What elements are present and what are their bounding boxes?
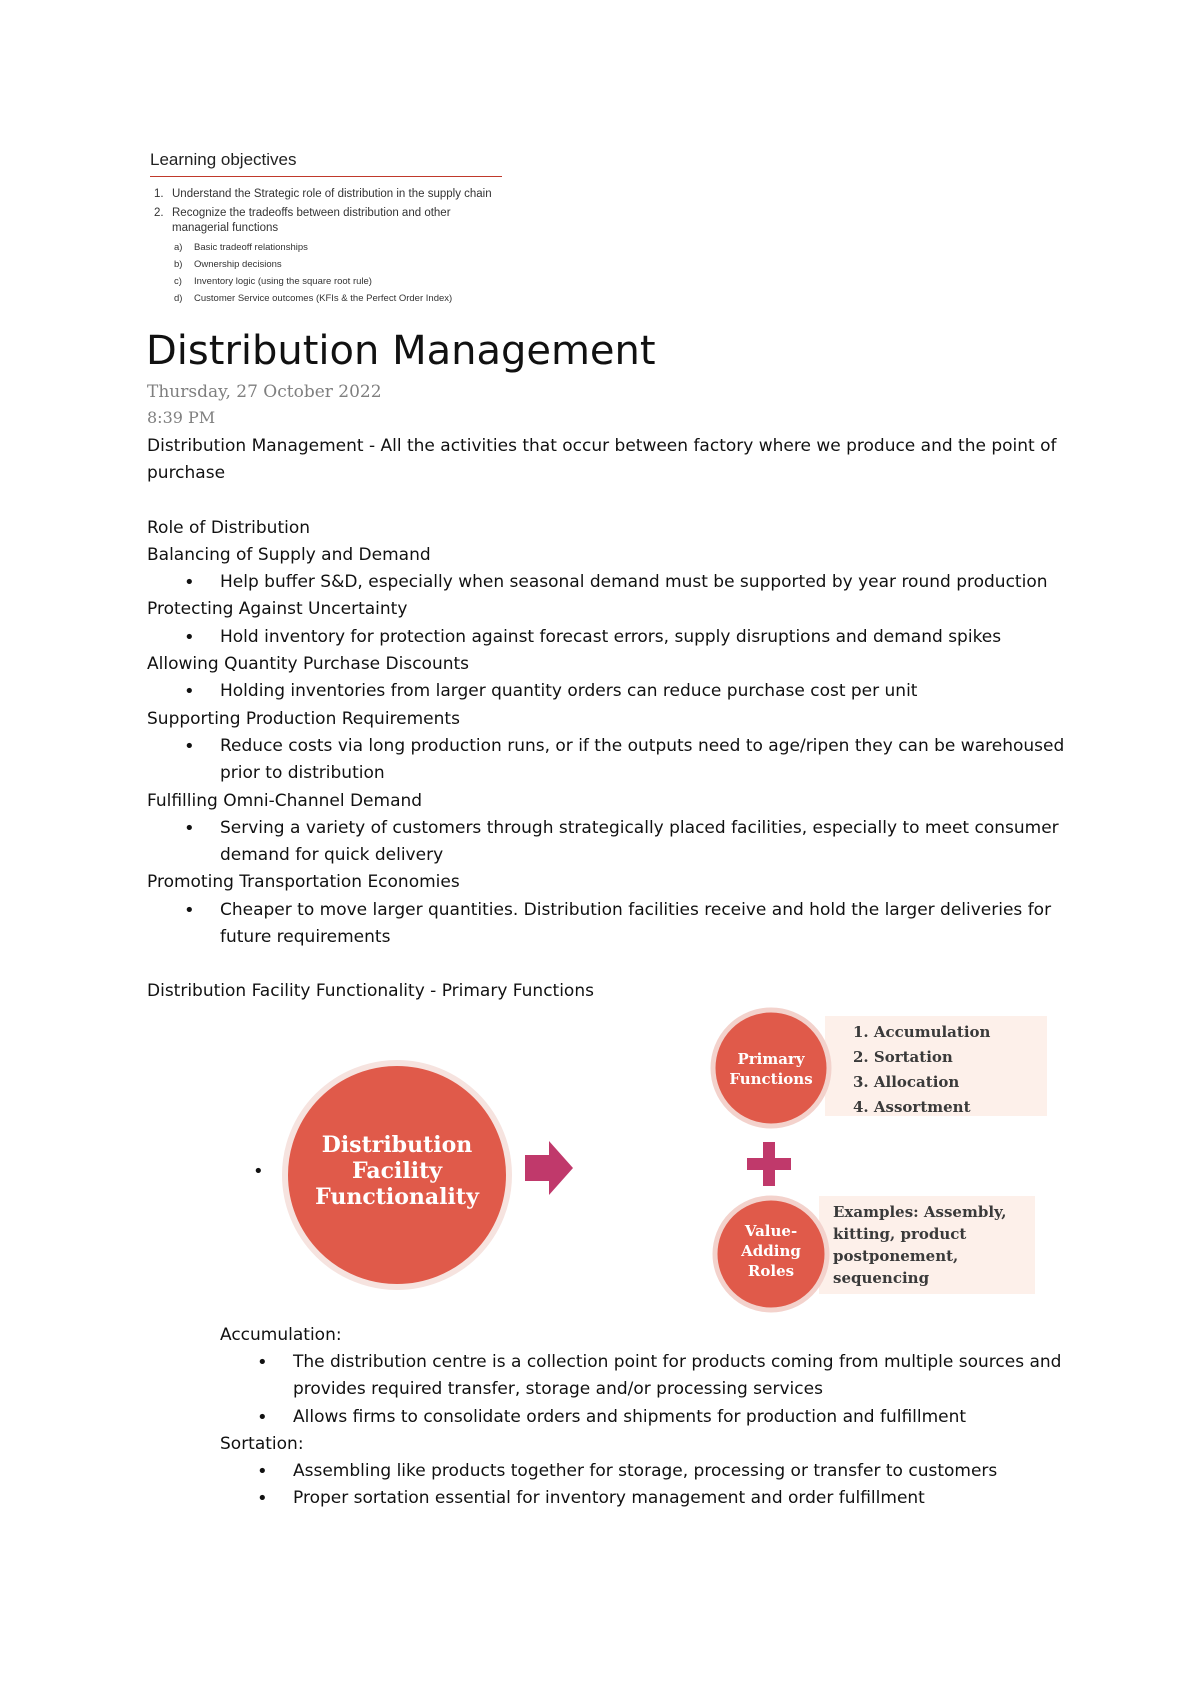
- value-circle-line: Roles: [747, 1261, 795, 1280]
- bullet-item: • Reduce costs via long production runs, or if the outputs need to age/ripen they can be warehoused prior to distribution: [147, 733, 1067, 788]
- section-heading: Protecting Against Uncertainty: [147, 599, 408, 620]
- facility-heading: Distribution Facility Functionality - Primary Functions: [147, 981, 594, 1002]
- objectives-list: [150, 187, 502, 307]
- examples-line: sequencing: [833, 1268, 930, 1287]
- note-body: [147, 433, 1067, 1513]
- value-circle-line: Adding: [741, 1241, 801, 1260]
- list-item: d) Customer Service outcomes (KFIs & the Perfect Order Index): [174, 293, 453, 304]
- learning-objectives: [150, 150, 502, 311]
- bullet-item: • Cheaper to move larger quantities. Distribution facilities receive and hold the larger deliveries for future requirements: [147, 897, 1067, 952]
- bullet-item: • Hold inventory for protection against forecast errors, supply disruptions and demand spikes: [147, 624, 1067, 651]
- role-heading: Role of Distribution: [147, 517, 311, 538]
- list-item: 2. Recognize the tradeoffs between distribution and other managerial functions a) Basic tradeoff relationships b) Ownership decisions c) Inventory logic (using the square root rule) d) Customer Service outcomes (KFIs & the Perfect Order Index): [150, 206, 502, 307]
- section-heading: Promoting Transportation Economies: [147, 872, 460, 893]
- bullet-item: • Allows firms to consolidate orders and shipments for production and fulfillment: [147, 1404, 1067, 1431]
- learning-objectives-title: Learning objectives: [150, 150, 502, 177]
- primary-circle-line: Functions: [729, 1069, 813, 1088]
- arrow-right-icon: [525, 1141, 573, 1195]
- examples-line: Examples: Assembly,: [833, 1202, 1007, 1221]
- bullet-item: • Proper sortation essential for inventory management and order fulfillment: [147, 1485, 1067, 1512]
- main-circle-line: Distribution: [321, 1131, 473, 1158]
- section-heading: Fulfilling Omni-Channel Demand: [147, 790, 423, 811]
- bullet-item: • The distribution centre is a collection point for products coming from multiple sources and provides required transfer, storage and/or processing services: [147, 1349, 1067, 1404]
- section-heading: Supporting Production Requirements: [147, 708, 460, 729]
- primary-list-item: 3. Allocation: [853, 1072, 960, 1091]
- section-heading: Allowing Quantity Purchase Discounts: [147, 654, 470, 675]
- plus-icon: [763, 1142, 775, 1186]
- main-circle-line: Facility: [351, 1157, 443, 1184]
- list-item: 1. Understand the Strategic role of distribution in the supply chain: [154, 188, 492, 200]
- page-date: Thursday, 27 October 2022: [147, 382, 382, 402]
- list-item: c) Inventory logic (using the square root rule): [174, 276, 372, 287]
- sub-objectives-list: [172, 239, 502, 307]
- bullet-item: • Help buffer S&D, especially when seasonal demand must be supported by year round production: [147, 569, 1067, 596]
- primary-functions-circle: [713, 1010, 829, 1126]
- primary-list-item: 2. Sortation: [853, 1047, 953, 1066]
- facility-diagram: [147, 1012, 1067, 1322]
- bullet-item: • Assembling like products together for storage, processing or transfer to customers: [147, 1458, 1067, 1485]
- primary-circle-line: Primary: [737, 1049, 805, 1068]
- bullet-item: • Holding inventories from larger quantity orders can reduce purchase cost per unit: [147, 678, 1067, 705]
- accumulation-heading: Accumulation:: [220, 1324, 342, 1345]
- section-heading: Balancing of Supply and Demand: [147, 544, 431, 565]
- bullet-item: • Serving a variety of customers through strategically placed facilities, especially to meet consumer demand for quick delivery: [147, 815, 1067, 870]
- facility-diagram-svg: [287, 1012, 1007, 1322]
- primary-list-item: 1. Accumulation: [853, 1022, 991, 1041]
- list-item: b) Ownership decisions: [174, 259, 282, 270]
- diagram-bullet: •: [253, 1160, 264, 1182]
- main-circle-line: Functionality: [315, 1183, 479, 1210]
- examples-line: kitting, product: [833, 1224, 967, 1243]
- page-title: Distribution Management: [146, 328, 656, 374]
- value-circle-line: Value-: [744, 1221, 798, 1240]
- examples-line: postponement,: [833, 1246, 959, 1265]
- intro-paragraph: Distribution Management - All the activities that occur between factory where we produce and the point of purchase: [147, 436, 1057, 484]
- primary-list-item: 4. Assortment: [853, 1097, 971, 1116]
- page-time: 8:39 PM: [147, 408, 216, 427]
- sortation-heading: Sortation:: [220, 1433, 304, 1454]
- list-item: a) Basic tradeoff relationships: [174, 242, 308, 253]
